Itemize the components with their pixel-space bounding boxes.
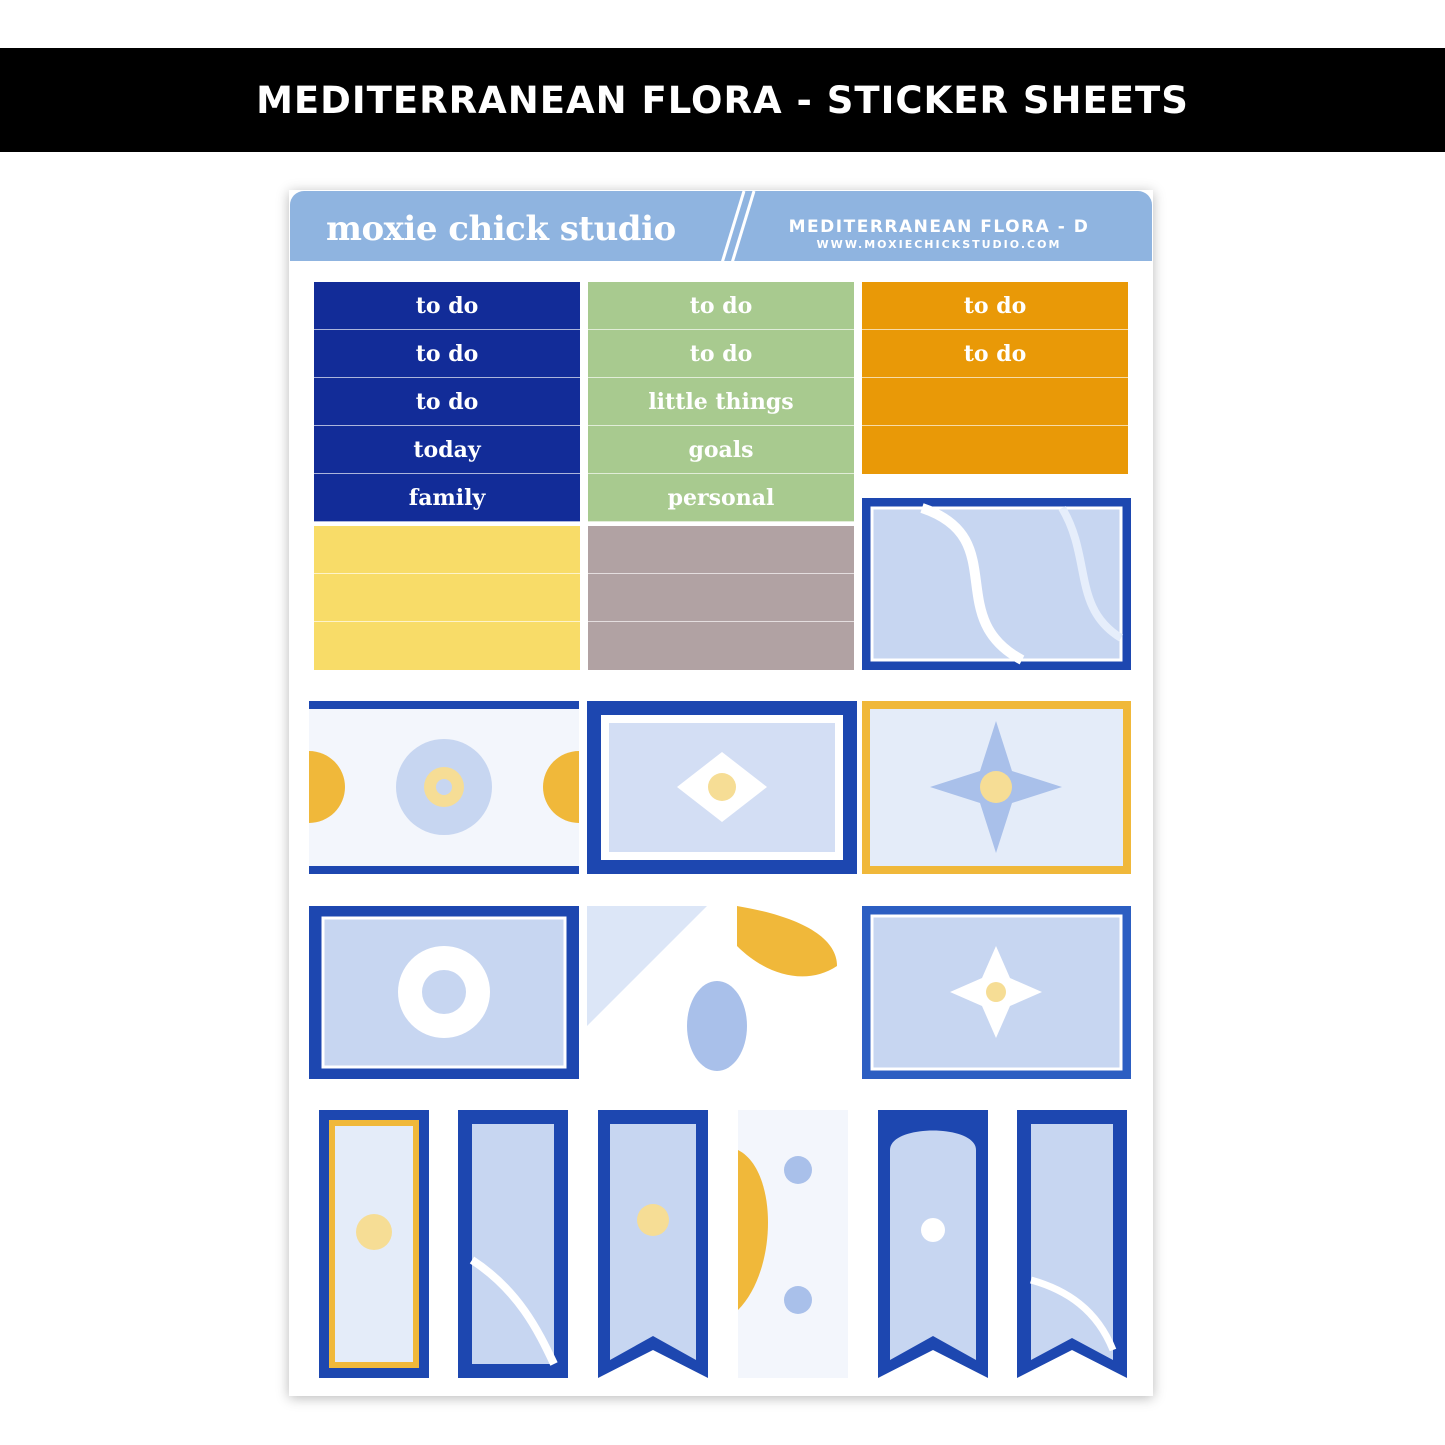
- sticker-strip[interactable]: to do: [314, 282, 580, 330]
- flower-motif-icon: [309, 701, 579, 874]
- title-banner: [0, 48, 1445, 152]
- flag-banner-icon: [738, 1110, 848, 1378]
- banner-title: MEDITERRANEAN FLORA - STICKER SHEETS: [256, 78, 1189, 122]
- tile-sticker[interactable]: [587, 906, 857, 1079]
- sticker-strip[interactable]: personal: [588, 474, 854, 522]
- tile-sticker[interactable]: [862, 906, 1131, 1079]
- flag-banner-icon: [598, 1110, 708, 1378]
- sticker-strip-blank[interactable]: [314, 574, 580, 622]
- sticker-strip-blank[interactable]: [588, 526, 854, 574]
- sticker-strip[interactable]: goals: [588, 426, 854, 474]
- tile-sticker[interactable]: [587, 701, 857, 874]
- sticker-strip[interactable]: to do: [314, 378, 580, 426]
- sticker-strip[interactable]: family: [314, 474, 580, 522]
- sheet-code: MEDITERRANEAN FLORA - D: [788, 217, 1090, 237]
- flower-motif-icon: [862, 906, 1131, 1079]
- double-slash-divider: [700, 191, 760, 261]
- sticker-strip[interactable]: today: [314, 426, 580, 474]
- sticker-strip[interactable]: to do: [588, 282, 854, 330]
- flower-motif-icon: [587, 701, 857, 874]
- flower-motif-icon: [587, 906, 857, 1079]
- flower-motif-icon: [862, 701, 1131, 874]
- sticker-strip-blank[interactable]: [862, 426, 1128, 474]
- sticker-strip[interactable]: to do: [862, 330, 1128, 378]
- sheet-header: [290, 191, 1152, 261]
- sticker-strip[interactable]: to do: [588, 330, 854, 378]
- sticker-strip-blank[interactable]: [588, 622, 854, 670]
- sticker-strip-blank[interactable]: [588, 574, 854, 622]
- tile-sticker[interactable]: [309, 906, 579, 1079]
- sticker-strip[interactable]: to do: [314, 330, 580, 378]
- sheet-url: WWW.MOXIECHICKSTUDIO.COM: [816, 238, 1062, 251]
- flag-sticker[interactable]: [1017, 1110, 1127, 1378]
- sticker-strip[interactable]: little things: [588, 378, 854, 426]
- sticker-strip-blank[interactable]: [314, 622, 580, 670]
- azulejo-tile-icon: [862, 498, 1131, 670]
- flag-sticker[interactable]: [319, 1110, 429, 1378]
- sticker-strip-blank[interactable]: [862, 378, 1128, 426]
- tile-sticker[interactable]: [309, 701, 579, 874]
- tile-sticker[interactable]: [862, 498, 1131, 670]
- flag-sticker[interactable]: [878, 1110, 988, 1378]
- sticker-sheet: [289, 190, 1153, 1396]
- flag-banner-icon: [1017, 1110, 1127, 1378]
- sticker-strip[interactable]: to do: [862, 282, 1128, 330]
- flag-banner-icon: [878, 1110, 988, 1378]
- flag-banner-icon: [319, 1110, 429, 1378]
- azulejo-tile-icon: [309, 906, 579, 1079]
- flag-sticker[interactable]: [598, 1110, 708, 1378]
- tile-sticker[interactable]: [862, 701, 1131, 874]
- flag-sticker[interactable]: [738, 1110, 848, 1378]
- flag-sticker[interactable]: [458, 1110, 568, 1378]
- flag-banner-icon: [458, 1110, 568, 1378]
- brand-name: moxie chick studio: [326, 209, 676, 249]
- sticker-strip-blank[interactable]: [314, 526, 580, 574]
